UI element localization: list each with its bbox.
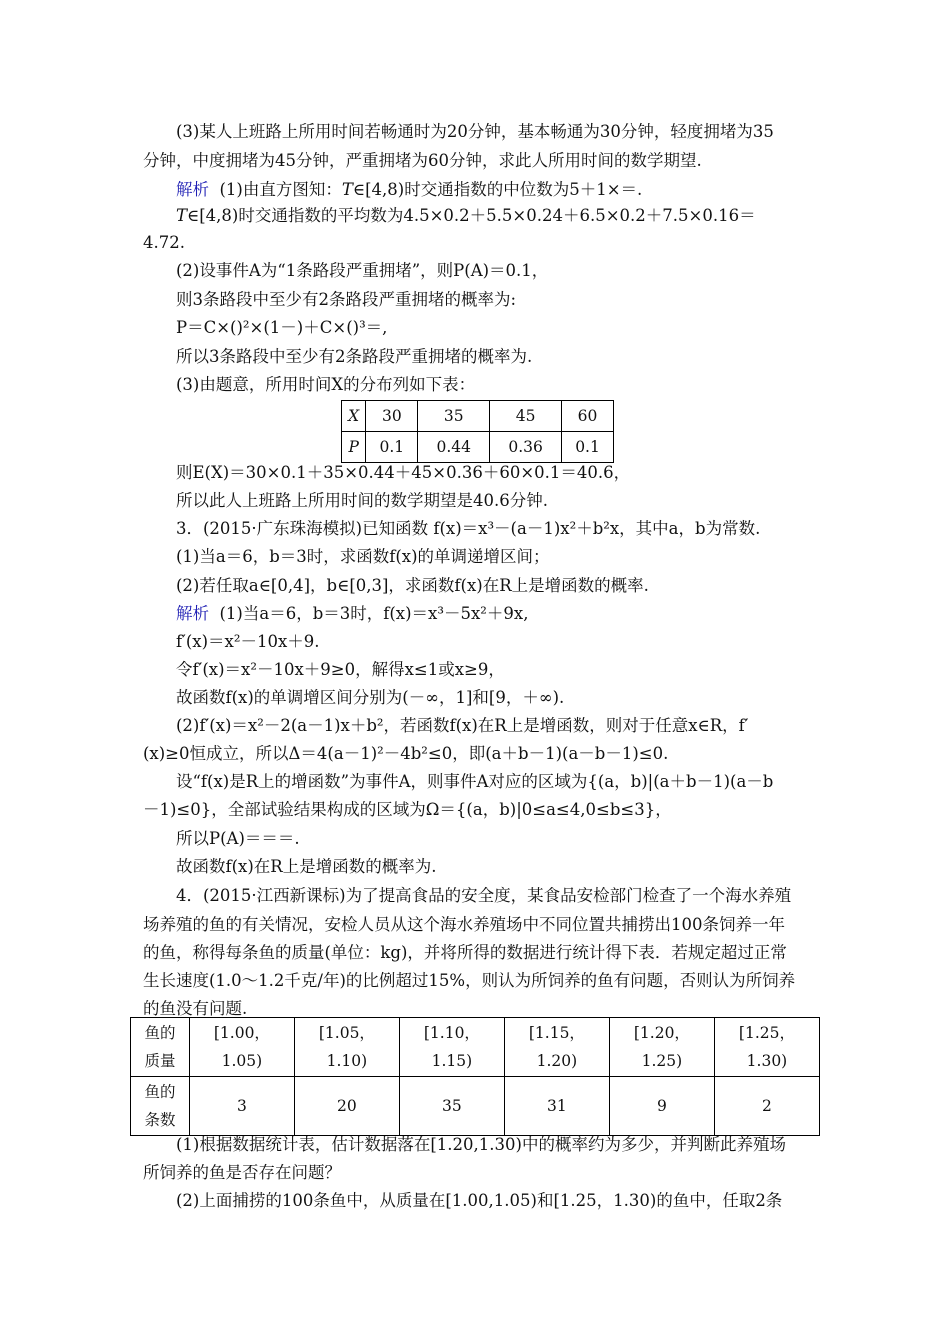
question-stem: 生长速度(1.0～1.2千克/年)的比例超过15%，则认为所饲养的鱼有问题，否则认为所饲养 (143, 971, 796, 990)
table-cell: 2 (714, 1077, 819, 1136)
table-row (131, 1018, 820, 1077)
solution-line: 故函数f(x)在R上是增函数的概率为. (176, 857, 437, 876)
table-cell: 0.36 (490, 432, 562, 463)
table-cell: 35 (399, 1077, 504, 1136)
question-text: 分钟，中度拥堵为45分钟，严重拥堵为60分钟，求此人所用时间的数学期望. (143, 151, 702, 170)
solution-line: 所以此人上班路上所用时间的数学期望是40.6分钟. (176, 491, 548, 510)
table-cell: 45 (490, 401, 562, 432)
table-cell: [1.15， 1.20) (504, 1018, 609, 1077)
question-part: (1)根据数据统计表，估计数据落在[1.20,1.30)中的概率约为多少，并判断此养殖场 (176, 1135, 786, 1154)
solution-label: 解析 (176, 180, 209, 199)
table-cell: 0.1 (562, 432, 614, 463)
solution-line: 故函数f(x)的单调增区间分别为(－∞，1]和[9，＋∞). (176, 688, 565, 707)
question-part: (1)当a＝6，b＝3时，求函数f(x)的单调递增区间； (176, 547, 550, 566)
question-stem: 3．(2015·广东珠海模拟)已知函数 f(x)＝x³－(a－1)x²＋b²x，其中a，b为常数. (176, 519, 761, 538)
table-cell: 0.44 (418, 432, 490, 463)
question-part: (2)若任取a∈[0,4]，b∈[0,3]，求函数f(x)在R上是增函数的概率. (176, 576, 649, 595)
question-stem: 的鱼，称得每条鱼的质量(单位：kg)，并将所得的数据进行统计得下表．若规定超过正常 (143, 943, 787, 962)
question-part: 所饲养的鱼是否存在问题？ (143, 1163, 341, 1182)
table-row (131, 1077, 820, 1136)
solution-line: －1)≤0}，全部试验结果构成的区域为Ω＝{(a，b)|0≤a≤4,0≤b≤3}， (143, 800, 672, 819)
table-cell: P (342, 432, 366, 463)
table-cell: [1.10， 1.15) (399, 1018, 504, 1077)
solution-line: (2)设事件A为“1条路段严重拥堵”，则P(A)＝0.1， (176, 261, 549, 280)
table-cell: 3 (189, 1077, 294, 1136)
table-cell: [1.25， 1.30) (714, 1018, 819, 1077)
solution-line: 令f′(x)＝x²－10x＋9≥0，解得x≤1或x≥9， (176, 660, 505, 679)
solution-line: P＝C×()²×(1－)＋C×()³＝, (176, 318, 388, 337)
question-stem: 4．(2015·江西新课标)为了提高食品的安全度，某食品安检部门检查了一个海水养殖 (176, 886, 792, 905)
solution-line: 解析 (1)由直方图知：T∈[4,8)时交通指数的中位数为5＋1×＝. (176, 180, 643, 199)
solution-line: (3)由题意，所用时间X的分布列如下表： (176, 375, 476, 394)
solution-line: 4.72. (143, 233, 185, 252)
table-cell: 鱼的 条数 (131, 1077, 190, 1136)
distribution-table (341, 400, 614, 463)
table-row (342, 432, 614, 463)
solution-line: f′(x)＝x²－10x＋9. (176, 632, 320, 651)
question-stem: 的鱼没有问题. (143, 999, 248, 1018)
solution-line: 则E(X)＝30×0.1＋35×0.44＋45×0.36＋60×0.1＝40.6， (176, 463, 631, 482)
table-cell: 0.1 (366, 432, 418, 463)
solution-line: 所以P(A)＝＝＝. (176, 829, 300, 848)
table-row (342, 401, 614, 432)
table-cell: 鱼的 质量 (131, 1018, 190, 1077)
solution-line: 所以3条路段中至少有2条路段严重拥堵的概率为. (176, 347, 533, 366)
solution-line: (2)f′(x)＝x²－2(a－1)x＋b²，若函数f(x)在R上是增函数，则对于任意x∈R，f′ (176, 716, 749, 735)
table-cell: 9 (609, 1077, 714, 1136)
solution-label: 解析 (176, 604, 209, 623)
table-cell: 35 (418, 401, 490, 432)
table-cell: 30 (366, 401, 418, 432)
solution-line: 解析 (1)当a＝6，b＝3时，f(x)＝x³－5x²＋9x, (176, 604, 529, 623)
solution-line: (x)≥0恒成立，所以Δ＝4(a－1)²－4b²≤0，即(a＋b－1)(a－b－1)≤0. (143, 744, 669, 763)
table-cell: 20 (294, 1077, 399, 1136)
table-cell: [1.20， 1.25) (609, 1018, 714, 1077)
table-cell: [1.00， 1.05) (189, 1018, 294, 1077)
table-cell: X (342, 401, 366, 432)
question-part: (2)上面捕捞的100条鱼中，从质量在[1.00,1.05)和[1.25，1.30)的鱼中，任取2条 (176, 1191, 783, 1210)
table-cell: 60 (562, 401, 614, 432)
question-stem: 场养殖的鱼的有关情况，安检人员从这个海水养殖场中不同位置共捕捞出100条饲养一年 (143, 915, 785, 934)
solution-line: 设“f(x)是R上的增函数”为事件A，则事件A对应的区域为{(a，b)|(a＋b－1)(a－b (176, 772, 774, 791)
fish-data-table (130, 1017, 820, 1136)
table-cell: 31 (504, 1077, 609, 1136)
solution-line: T∈[4,8)时交通指数的平均数为4.5×0.2＋5.5×0.24＋6.5×0.2＋7.5×0.16＝ (176, 206, 756, 225)
table-cell: [1.05， 1.10) (294, 1018, 399, 1077)
question-text: (3)某人上班路上所用时间若畅通时为20分钟，基本畅通为30分钟，轻度拥堵为35 (176, 122, 774, 141)
solution-line: 则3条路段中至少有2条路段严重拥堵的概率为: (176, 290, 517, 309)
